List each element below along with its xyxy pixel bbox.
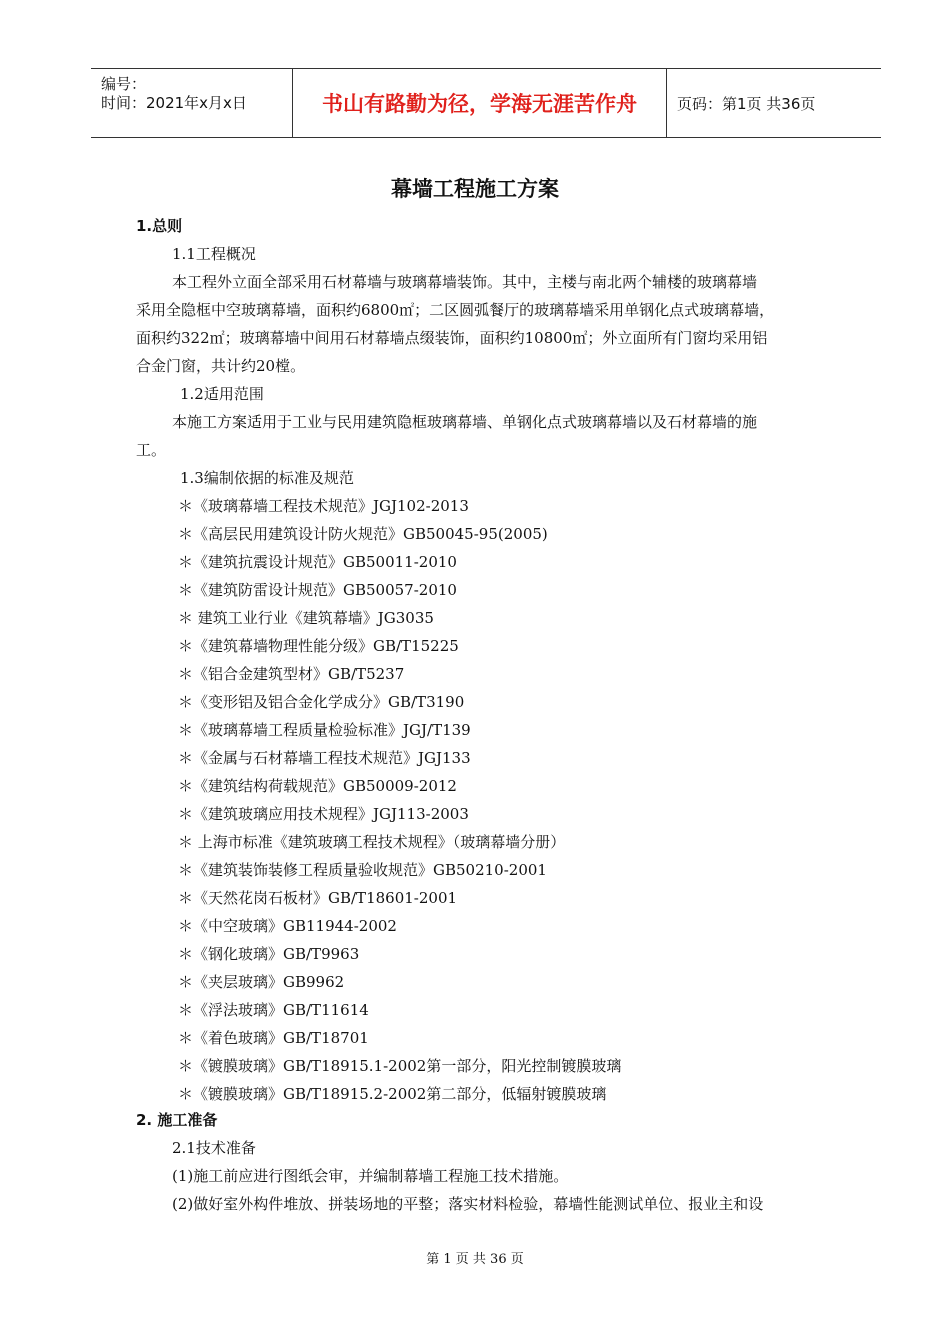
section1-heading: 1.总则 — [136, 217, 183, 235]
paragraph-line: (2)做好室外构件堆放、拼装场地的平整；落实材料检验，幕墙性能测试单位、报业主和设 — [172, 1195, 764, 1213]
paragraph-line: 采用全隐框中空玻璃幕墙，面积约6800㎡；二区圆弧餐厅的玻璃幕墙采用单钢化点式玻璃幕墙， — [136, 301, 775, 319]
paragraph-line: (1)施工前应进行图纸会审，并编制幕墙工程施工技术措施。 — [172, 1167, 569, 1185]
list-item: ＊《浮法玻璃》GB/T11614 — [178, 1001, 369, 1019]
header-page-label: 页码：第1页 共36页 — [677, 94, 816, 113]
list-item: ＊《建筑装饰装修工程质量验收规范》GB50210-2001 — [178, 861, 547, 879]
list-item: ＊《建筑结构荷载规范》GB50009-2012 — [178, 777, 457, 795]
page-footer: 第 1 页 共 36 页 — [426, 1252, 524, 1267]
list-item: ＊《铝合金建筑型材》GB/T5237 — [178, 665, 405, 683]
list-item: ＊《金属与石材幕墙工程技术规范》JGJ133 — [178, 749, 471, 767]
number-label: 编号： — [101, 75, 147, 93]
list-item: ＊《镀膜玻璃》GB/T18915.2-2002第二部分，低辐射镀膜玻璃 — [178, 1085, 607, 1103]
list-item: ＊《高层民用建筑设计防火规范》GB50045-95(2005) — [178, 525, 548, 543]
list-item: ＊《玻璃幕墙工程质量检验标准》JGJ/T139 — [178, 721, 471, 739]
time-label: 时间：2021年x月x日 — [101, 94, 247, 112]
header-motto: 书山有路勤为径，学海无涯苦作舟 — [293, 69, 667, 137]
list-item: ＊ 建筑工业行业《建筑幕墙》JG3035 — [178, 609, 434, 627]
section2-heading: 2. 施工准备 — [136, 1111, 218, 1129]
list-item: ＊《玻璃幕墙工程技术规范》JGJ102-2013 — [178, 497, 469, 515]
list-item: ＊《建筑抗震设计规范》GB50011-2010 — [178, 553, 457, 571]
section1-sub1: 1.1工程概况 — [172, 245, 256, 263]
list-item: ＊《中空玻璃》GB11944-2002 — [178, 917, 397, 935]
section1-sub2: 1.2适用范围 — [180, 385, 264, 403]
header-meta-cell — [91, 69, 293, 137]
list-item: ＊《钢化玻璃》GB/T9963 — [178, 945, 360, 963]
section1-sub3: 1.3编制依据的标准及规范 — [180, 469, 354, 487]
list-item: ＊《建筑玻璃应用技术规程》JGJ113-2003 — [178, 805, 469, 823]
paragraph-line: 本施工方案适用于工业与民用建筑隐框玻璃幕墙、单钢化点式玻璃幕墙以及石材幕墙的施 — [172, 413, 758, 431]
list-item: ＊《镀膜玻璃》GB/T18915.1-2002第一部分，阳光控制镀膜玻璃 — [178, 1057, 622, 1075]
list-item: ＊《着色玻璃》GB/T18701 — [178, 1029, 369, 1047]
paragraph-line: 本工程外立面全部采用石材幕墙与玻璃幕墙装饰。其中，主楼与南北两个辅楼的玻璃幕墙 — [172, 273, 758, 291]
paragraph-line: 工。 — [136, 441, 167, 459]
list-item: ＊《建筑幕墙物理性能分级》GB/T15225 — [178, 637, 459, 655]
list-item: ＊ 上海市标准《建筑玻璃工程技术规程》（玻璃幕墙分册） — [178, 833, 566, 851]
page-header — [91, 68, 881, 138]
paragraph-line: 合金门窗，共计约20樘。 — [136, 357, 306, 375]
list-item: ＊《夹层玻璃》GB9962 — [178, 973, 345, 991]
section2-sub1: 2.1技术准备 — [172, 1139, 256, 1157]
list-item: ＊《变形铝及铝合金化学成分》GB/T3190 — [178, 693, 465, 711]
document-title: 幕墙工程施工方案 — [391, 177, 559, 201]
paragraph-line: 面积约322㎡；玻璃幕墙中间用石材幕墙点缀装饰，面积约10800㎡；外立面所有门窗均采用铝 — [136, 329, 768, 347]
list-item: ＊《天然花岗石板材》GB/T18601-2001 — [178, 889, 458, 907]
list-item: ＊《建筑防雷设计规范》GB50057-2010 — [178, 581, 457, 599]
